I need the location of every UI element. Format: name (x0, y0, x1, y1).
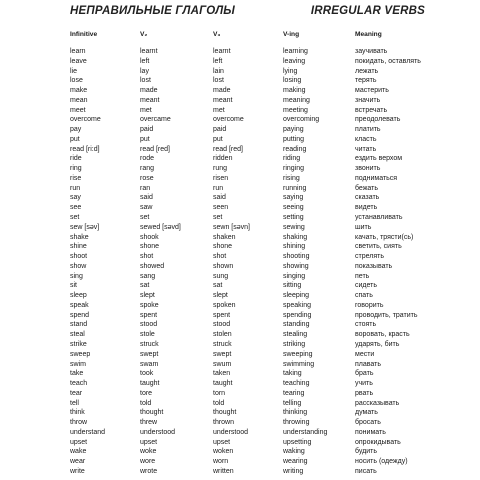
meaning-cell: шить (355, 223, 372, 231)
v3-cell: stolen (213, 331, 232, 339)
infinitive-cell: meet (70, 106, 86, 114)
v2-cell: showed (140, 262, 165, 270)
v-ing-cell: setting (283, 214, 304, 222)
v-ing-cell: putting (283, 135, 305, 143)
v3-cell: taught (213, 380, 233, 388)
infinitive-cell: set (70, 214, 80, 222)
v-ing-cell: throwing (283, 419, 310, 427)
infinitive-cell: leave (70, 57, 87, 65)
v3-cell: met (213, 106, 225, 114)
v-ing-cell: sewing (283, 223, 305, 231)
v-ing-cell: wearing (283, 458, 308, 466)
v2-cell: made (140, 87, 158, 95)
v-ing-cell: taking (283, 370, 302, 378)
v-ing-cell: shooting (283, 253, 310, 261)
v2-cell: saw (140, 204, 153, 212)
table-row (70, 47, 425, 57)
v2-cell: lost (140, 77, 151, 85)
v2-cell: upset (140, 438, 158, 446)
meaning-cell: качать, трясти(сь) (355, 233, 414, 241)
v-ing-cell: sitting (283, 282, 302, 290)
table-row (70, 233, 425, 243)
infinitive-cell: shake (70, 233, 89, 241)
v3-cell: overcome (213, 116, 244, 124)
meaning-cell: покидать, оставлять (355, 57, 421, 65)
infinitive-cell: run (70, 184, 81, 192)
v3-cell: spoken (213, 301, 236, 309)
v-ing-cell: understanding (283, 428, 328, 436)
table-row (70, 350, 425, 360)
v2-cell: lay (140, 67, 149, 75)
meaning-cell: подниматься (355, 174, 398, 182)
title-english: IRREGULAR VERBS (310, 5, 425, 17)
v-ing-cell: upsetting (283, 438, 312, 446)
v3-cell: shone (213, 243, 233, 251)
table-header-row (70, 29, 425, 47)
irregular-verbs-table (70, 29, 425, 477)
infinitive-cell: steal (70, 331, 85, 339)
header-meaning: Meaning (355, 31, 382, 38)
infinitive-cell: tear (70, 389, 83, 397)
meaning-cell: видеть (355, 204, 378, 212)
meaning-cell: будить (355, 448, 377, 456)
v3-cell: swept (213, 350, 232, 358)
v2-cell: put (140, 135, 150, 143)
table-row (70, 457, 425, 467)
v2-cell: left (140, 57, 150, 65)
v3-cell: said (213, 194, 226, 202)
meaning-cell: воровать, красть (355, 331, 410, 339)
v-ing-cell: spending (283, 311, 312, 319)
v2-cell: rang (140, 165, 155, 173)
v-ing-cell: speaking (283, 301, 312, 309)
meaning-cell: говорить (355, 301, 384, 309)
v-ing-cell: rising (283, 174, 300, 182)
meaning-cell: терять (355, 77, 377, 85)
table-row (70, 340, 425, 350)
v2-cell: woke (140, 448, 157, 456)
v2-cell: struck (140, 340, 159, 348)
v3-cell: paid (213, 126, 227, 134)
v3-cell: torn (213, 389, 226, 397)
table-row (70, 106, 425, 116)
meaning-cell: петь (355, 272, 370, 280)
v3-cell: shot (213, 253, 227, 261)
v2-cell: sewed [sәvd] (140, 223, 181, 231)
table-row (70, 115, 425, 125)
v-ing-cell: showing (283, 262, 309, 270)
header-infinitive: Infinitive (70, 31, 98, 38)
table-row (70, 301, 425, 311)
v2-cell: stood (140, 321, 158, 329)
meaning-cell: рассказывать (355, 399, 400, 407)
table-row (70, 389, 425, 399)
v2-cell: wrote (140, 467, 158, 475)
infinitive-cell: rise (70, 174, 82, 182)
v3-cell: seen (213, 204, 229, 212)
infinitive-cell: read [ri:d] (70, 145, 100, 153)
v3-cell: written (213, 467, 234, 475)
header-v2: V₂ (140, 31, 148, 38)
meaning-cell: сидеть (355, 282, 378, 290)
infinitive-cell: upset (70, 438, 88, 446)
meaning-cell: мастерить (355, 87, 389, 95)
v3-cell: worn (213, 458, 229, 466)
infinitive-cell: sew [sәv] (70, 223, 100, 231)
v3-cell: shaken (213, 233, 236, 241)
meaning-cell: класть (355, 135, 377, 143)
meaning-cell: ударять, бить (355, 340, 400, 348)
v3-cell: woken (213, 448, 234, 456)
v3-cell: ridden (213, 155, 233, 163)
table-row (70, 145, 425, 155)
v2-cell: ran (140, 184, 151, 192)
v3-cell: risen (213, 174, 229, 182)
v2-cell: took (140, 370, 154, 378)
infinitive-cell: put (70, 135, 80, 143)
meaning-cell: спать (355, 292, 373, 300)
table-row (70, 272, 425, 282)
infinitive-cell: take (70, 370, 84, 378)
meaning-cell: читать (355, 145, 377, 153)
v-ing-cell: sweeping (283, 350, 313, 358)
infinitive-cell: wake (70, 448, 87, 456)
meaning-cell: учить (355, 380, 373, 388)
v3-cell: sung (213, 272, 229, 280)
v-ing-cell: thinking (283, 409, 308, 417)
v2-cell: learnt (140, 48, 158, 55)
table-row (70, 281, 425, 291)
table-row (70, 135, 425, 145)
infinitive-cell: speak (70, 301, 89, 309)
v-ing-cell: swimming (283, 360, 315, 368)
meaning-cell: встречать (355, 106, 388, 114)
table-row (70, 252, 425, 262)
meaning-cell: понимать (355, 428, 386, 436)
meaning-cell: сказать (355, 194, 380, 202)
v-ing-cell: sleeping (283, 292, 310, 300)
v-ing-cell: overcoming (283, 116, 320, 124)
table-row (70, 76, 425, 86)
table-row (70, 428, 425, 438)
v-ing-cell: making (283, 87, 306, 95)
meaning-cell: мести (355, 350, 375, 358)
infinitive-cell: think (70, 409, 85, 417)
meaning-cell: бросать (355, 419, 381, 427)
infinitive-cell: sing (70, 272, 83, 280)
infinitive-cell: stand (70, 321, 88, 329)
infinitive-cell: teach (70, 380, 88, 388)
v-ing-cell: shining (283, 243, 306, 251)
infinitive-cell: swim (70, 360, 86, 368)
v2-cell: tore (140, 389, 153, 397)
table-row (70, 467, 425, 477)
v-ing-cell: running (283, 184, 307, 192)
table-row (70, 67, 425, 77)
meaning-cell: устанавливать (355, 214, 403, 222)
v3-cell: struck (213, 340, 232, 348)
table-row (70, 193, 425, 203)
table-row (70, 184, 425, 194)
table-row (70, 438, 425, 448)
v2-cell: wore (140, 458, 156, 466)
table-row (70, 96, 425, 106)
infinitive-cell: show (70, 262, 87, 270)
v3-cell: shown (213, 262, 234, 270)
header-v-ing: V-ing (283, 31, 300, 38)
infinitive-cell: sleep (70, 292, 87, 300)
v2-cell: spent (140, 311, 158, 319)
infinitive-cell: understand (70, 428, 106, 436)
meaning-cell: светить, сиять (355, 243, 402, 251)
v2-cell: swam (140, 360, 159, 368)
v3-cell: run (213, 184, 224, 192)
v2-cell: shot (140, 253, 154, 261)
v2-cell: told (140, 399, 152, 407)
meaning-cell: плавать (355, 360, 382, 368)
v-ing-cell: paying (283, 126, 304, 134)
v-ing-cell: standing (283, 321, 310, 329)
v2-cell: rode (140, 155, 155, 163)
v3-cell: sat (213, 282, 223, 290)
v2-cell: swept (140, 350, 159, 358)
meaning-cell: брать (355, 370, 374, 378)
table-row (70, 311, 425, 321)
v3-cell: taken (213, 370, 231, 378)
v3-cell: stood (213, 321, 231, 329)
v2-cell: rose (140, 174, 154, 182)
v3-cell: put (213, 135, 223, 143)
infinitive-cell: ring (70, 165, 82, 173)
v-ing-cell: leaving (283, 57, 306, 65)
v3-cell: rung (213, 165, 228, 173)
meaning-cell: заучивать (355, 48, 388, 55)
v3-cell: upset (213, 438, 231, 446)
v3-cell: thought (213, 409, 237, 417)
v-ing-cell: writing (283, 467, 304, 475)
table-row (70, 86, 425, 96)
meaning-cell: ездить верхом (355, 155, 403, 163)
infinitive-cell: lie (70, 67, 78, 75)
v3-cell: understood (213, 428, 249, 436)
table-body (70, 47, 425, 477)
meaning-cell: рвать (355, 389, 374, 397)
table-row (70, 213, 425, 223)
v2-cell: sat (140, 282, 150, 290)
infinitive-cell: tell (70, 399, 79, 407)
header-v3: V₃ (213, 31, 221, 38)
infinitive-cell: shoot (70, 253, 88, 261)
infinitive-cell: sit (70, 282, 77, 290)
infinitive-cell: write (70, 467, 85, 475)
v-ing-cell: seeing (283, 204, 304, 212)
v3-cell: lost (213, 77, 224, 85)
table-row (70, 369, 425, 379)
v3-cell: set (213, 214, 223, 222)
meaning-cell: показывать (355, 262, 393, 270)
v2-cell: understood (140, 428, 176, 436)
table-row (70, 291, 425, 301)
v-ing-cell: shaking (283, 233, 308, 241)
v-ing-cell: teaching (283, 380, 310, 388)
v2-cell: said (140, 194, 153, 202)
v-ing-cell: striking (283, 340, 306, 348)
v2-cell: overcame (140, 116, 171, 124)
infinitive-cell: see (70, 204, 82, 212)
table-row (70, 203, 425, 213)
v2-cell: shook (140, 233, 159, 241)
infinitive-cell: ride (70, 155, 82, 163)
meaning-cell: лежать (355, 67, 379, 75)
meaning-cell: писать (355, 467, 377, 475)
table-row (70, 57, 425, 67)
infinitive-cell: learn (70, 48, 86, 55)
v-ing-cell: learning (283, 48, 308, 55)
v-ing-cell: telling (283, 399, 302, 407)
v2-cell: shone (140, 243, 160, 251)
infinitive-cell: strike (70, 340, 87, 348)
table-row (70, 408, 425, 418)
meaning-cell: опрокидывать (355, 438, 401, 446)
infinitive-cell: shine (70, 243, 87, 251)
meaning-cell: стоять (355, 321, 377, 329)
v-ing-cell: stealing (283, 331, 308, 339)
v2-cell: stole (140, 331, 155, 339)
v-ing-cell: meeting (283, 106, 308, 114)
table-row (70, 262, 425, 272)
meaning-cell: преодолевать (355, 116, 401, 124)
infinitive-cell: pay (70, 126, 82, 134)
v3-cell: slept (213, 292, 228, 300)
v2-cell: set (140, 214, 150, 222)
v3-cell: swum (213, 360, 232, 368)
v3-cell: sewn [sәvn] (213, 223, 250, 231)
v2-cell: read [red] (140, 145, 170, 153)
v2-cell: spoke (140, 301, 159, 309)
infinitive-cell: mean (70, 96, 88, 104)
infinitive-cell: overcome (70, 116, 101, 124)
meaning-cell: звонить (355, 165, 381, 173)
table-row (70, 174, 425, 184)
v3-cell: spent (213, 311, 231, 319)
v-ing-cell: meaning (283, 96, 310, 104)
infinitive-cell: make (70, 87, 88, 95)
v-ing-cell: riding (283, 155, 301, 163)
infinitive-cell: sweep (70, 350, 91, 358)
title-russian: НЕПРАВИЛЬНЫЕ ГЛАГОЛЫ (70, 5, 235, 17)
v2-cell: threw (140, 419, 158, 427)
infinitive-cell: throw (70, 419, 88, 427)
v-ing-cell: ringing (283, 165, 305, 173)
v3-cell: left (213, 57, 223, 65)
infinitive-cell: wear (70, 458, 86, 466)
infinitive-cell: spend (70, 311, 90, 319)
v-ing-cell: singing (283, 272, 306, 280)
meaning-cell: проводить, тратить (355, 311, 418, 319)
v-ing-cell: lying (283, 67, 298, 75)
infinitive-cell: lose (70, 77, 83, 85)
table-row (70, 379, 425, 389)
v2-cell: met (140, 106, 152, 114)
table-row (70, 418, 425, 428)
v2-cell: meant (140, 96, 160, 104)
meaning-cell: думать (355, 409, 378, 417)
meaning-cell: бежать (355, 184, 379, 192)
v2-cell: taught (140, 380, 160, 388)
table-row (70, 125, 425, 135)
v2-cell: paid (140, 126, 154, 134)
v3-cell: read [red] (213, 145, 243, 153)
table-row (70, 223, 425, 233)
table-row (70, 154, 425, 164)
table-row (70, 399, 425, 409)
v3-cell: meant (213, 96, 233, 104)
meaning-cell: стрелять (355, 253, 384, 261)
meaning-cell: носить (одежду) (355, 458, 408, 466)
table-row (70, 242, 425, 252)
v-ing-cell: reading (283, 145, 307, 153)
v3-cell: lain (213, 67, 224, 75)
v3-cell: made (213, 87, 231, 95)
v3-cell: thrown (213, 419, 235, 427)
v-ing-cell: saying (283, 194, 304, 202)
v-ing-cell: tearing (283, 389, 305, 397)
v3-cell: learnt (213, 48, 231, 55)
table-row (70, 360, 425, 370)
table-row (70, 330, 425, 340)
meaning-cell: значить (355, 96, 381, 104)
v2-cell: sang (140, 272, 156, 280)
table-row (70, 320, 425, 330)
v3-cell: told (213, 399, 225, 407)
infinitive-cell: say (70, 194, 81, 202)
table-row (70, 164, 425, 174)
meaning-cell: платить (355, 126, 381, 134)
v-ing-cell: waking (283, 448, 305, 456)
title-bar (70, 5, 425, 23)
v2-cell: thought (140, 409, 164, 417)
v2-cell: slept (140, 292, 155, 300)
v-ing-cell: losing (283, 77, 302, 85)
table-row (70, 447, 425, 457)
